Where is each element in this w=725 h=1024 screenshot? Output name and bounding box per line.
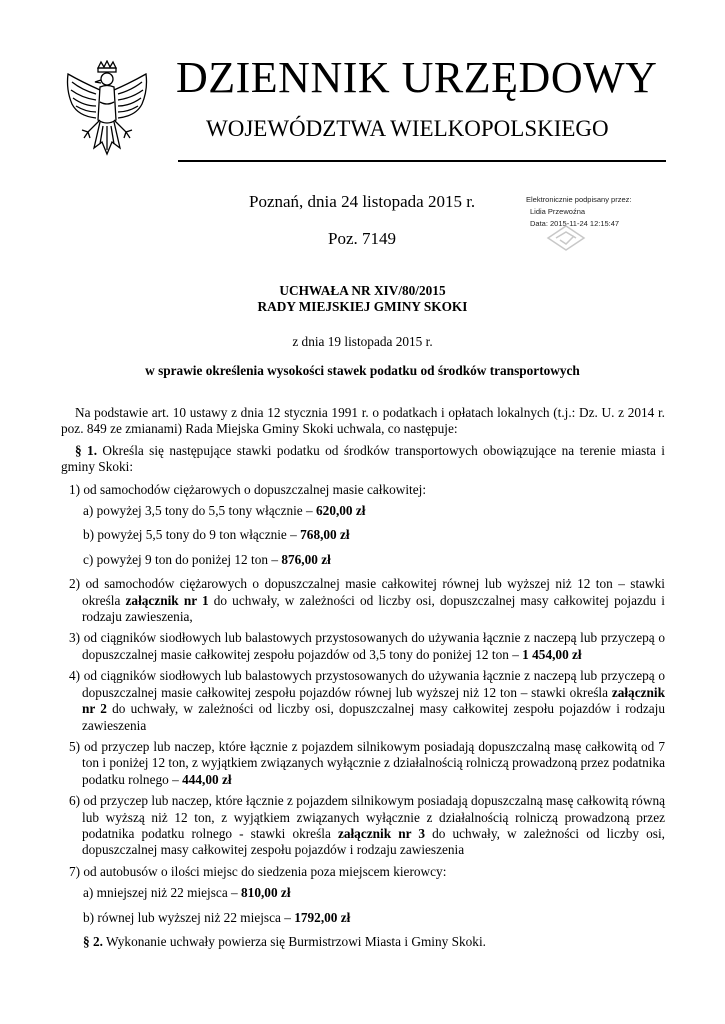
paragraph-1-text: Określa się następujące stawki podatku od środków transportowych obowiązujące na terenie miasta i gminy Skoki: <box>61 442 665 475</box>
list-item-3: 3) od ciągników siodłowych lub balastowych przystosowanych do używania łącznie z naczepą lub przyczepą o dopuszczalnej masie całkowitej zespołu pojazdów od 3,5 tony do poniżej 12 ton – 1 454,00 zł <box>69 630 665 662</box>
list-item-4: 4) od ciągników siodłowych lub balastowych przystosowanych do używania łącznie z naczepą lub przyczepą o dopuszczalnej masie całkowitej zespołu pojazdów równej lub wyższej niż 12 ton – stawki określa załącznik nr 2 do uchwały, w zależności od liczby osi, dopuszczalnej masy całkowitej zespołu pojazdów i rodzaju zawieszenia <box>69 668 665 733</box>
journal-subtitle: WOJEWÓDZTWA WIELKOPOLSKIEGO <box>206 116 609 141</box>
list-item-5: 5) od przyczep lub naczep, które łącznie z pojazdem silnikowym posiadają dopuszczalną masę całkowitą od 7 ton i poniżej 12 ton, z wyjątkiem związanych wyłącznie z działalnością rolniczą prowadzoną przez podatnika podatku rolnego – 444,00 zł <box>69 738 665 787</box>
paragraph-2-label: § 2. <box>83 933 103 949</box>
signature-name: Lidia Przewoźna <box>530 207 586 216</box>
resolution-date: z dnia 19 listopada 2015 r. <box>292 334 433 349</box>
resolution-number: UCHWAŁA NR XIV/80/2015 <box>279 283 446 298</box>
electronic-signature-stamp <box>526 194 666 262</box>
paragraph-2-text: Wykonanie uchwały powierza się Burmistrzowi Miasta i Gminy Skoki. <box>102 933 486 949</box>
list-item-7a: a) mniejszej niż 22 miejsca – 810,00 zł <box>83 885 291 901</box>
amount: 768,00 zł <box>300 527 350 543</box>
attachment-ref: załącznik nr 1 <box>125 592 209 608</box>
paragraph-1 <box>61 443 665 476</box>
list-item-6: 6) od przyczep lub naczep, które łącznie z pojazdem silnikowym posiadają dopuszczalną masę całkowitą równą lub wyższą niż 12 ton, z wyjątkiem związanych wyłącznie z działalnością rolniczą prowadzoną przez podatnika podatku rolnego - stawki określa załącznik nr 3 do uchwały, w zależności od liczby osi, dopuszczalnej masy całkowitej zespołu pojazdów i rodzaju zawieszenia <box>69 793 665 858</box>
amount: 444,00 zł <box>182 771 232 787</box>
amount: 1792,00 zł <box>294 909 351 925</box>
amount: 1 454,00 zł <box>522 646 582 662</box>
amount: 810,00 zł <box>241 885 291 901</box>
attachment-ref: załącznik nr 2 <box>82 684 665 717</box>
publication-place-date: Poznań, dnia 24 listopada 2015 r. <box>249 192 476 211</box>
resolution-body <box>61 405 665 950</box>
list-item-7: 7) od autobusów o ilości miejsc do siedzenia poza miejscem kierowcy: <box>69 863 447 879</box>
resolution-subject: w sprawie określenia wysokości stawek podatku od środków transportowych <box>145 363 580 378</box>
signature-label: Elektronicznie podpisany przez: <box>526 195 632 204</box>
position-number: Poz. 7149 <box>328 229 396 248</box>
header-divider <box>178 160 666 162</box>
council-name: RADY MIEJSKIEJ GMINY SKOKI <box>257 299 468 314</box>
journal-title: DZIENNIK URZĘDOWY <box>176 53 658 102</box>
list-item-1a: a) powyżej 3,5 tony do 5,5 tony włącznie – 620,00 zł <box>83 503 366 519</box>
list-item-1: 1) od samochodów ciężarowych o dopuszczalnej masie całkowitej: <box>69 481 427 497</box>
list-item-1c: c) powyżej 9 ton do poniżej 12 ton – 876,00 zł <box>83 551 331 567</box>
amount: 620,00 zł <box>316 503 366 519</box>
paragraph-1-label: § 1. <box>75 442 98 458</box>
polish-eagle-emblem <box>62 60 152 170</box>
list-item-7b: b) równej lub wyższej niż 22 miejsca – 1792,00 zł <box>83 909 351 925</box>
legal-basis-paragraph: Na podstawie art. 10 ustawy z dnia 12 stycznia 1991 r. o podatkach i opłatach lokalnych (t.j.: Dz. U. z 2014 r. poz. 849 ze zmianami) Rada Miejska Gminy Skoki uchwala, co następuje: <box>61 405 665 437</box>
list-item-1b: b) powyżej 5,5 tony do 9 ton włącznie – 768,00 zł <box>83 527 350 543</box>
signature-check-icon <box>544 222 588 254</box>
signature-date: Data: 2015-11-24 12:15:47 <box>530 219 620 228</box>
attachment-ref: załącznik nr 3 <box>337 825 425 841</box>
paragraph-2 <box>83 934 665 950</box>
list-item-2: 2) od samochodów ciężarowych o dopuszczalnej masie całkowitej równej lub wyższej niż 12 ton – stawki określa załącznik nr 1 do uchwały, w zależności od liczby osi, dopuszczalnej masy całkowitej pojazdu i rodzaju zawieszenia, <box>69 576 665 625</box>
amount: 876,00 zł <box>281 551 331 567</box>
